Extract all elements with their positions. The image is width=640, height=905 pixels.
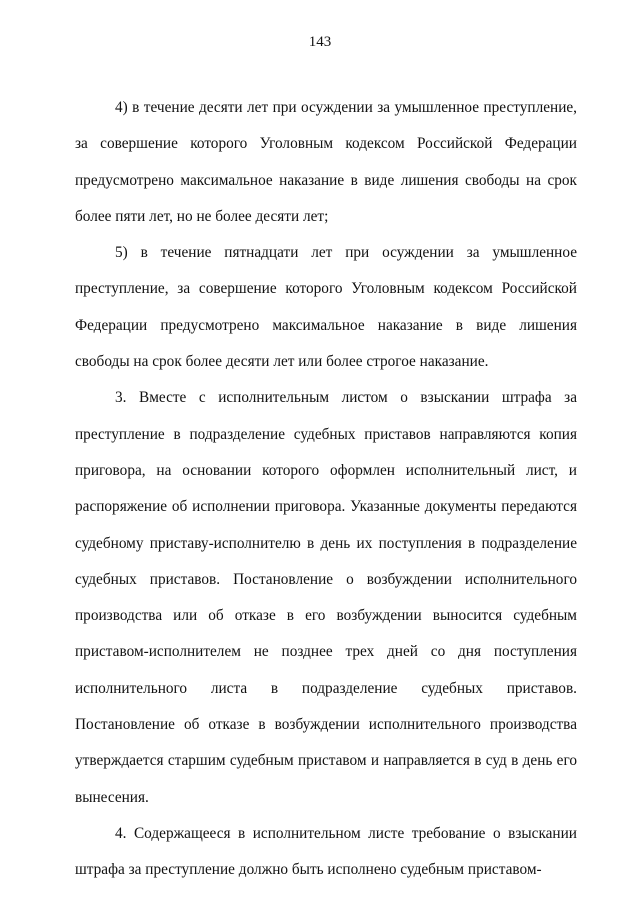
paragraph-part-4: 4. Содержащееся в исполнительном листе требование о взыскании штрафа за преступление должно быть исполнено судебным приставом- [75,824,577,879]
page-number: 143 [308,34,332,50]
paragraph-clause-4-term: 4) в течение десяти лет при осуждении за умышленное преступление, за совершение которого Уголовным кодексом Российской Федерации предусмотрено максимальное наказание в виде лишения свободы на срок более пяти лет, но не более десяти лет; [75,99,577,225]
paragraph-clause-5-term: 5) в течение пятнадцати лет при осуждении за умышленное преступление, за совершение которого Уголовным кодексом Российской Федерации предусмотрено максимальное наказание в виде лишения свободы на срок более десяти лет или более строгое наказание. [75,244,577,371]
body-text [75,90,577,889]
paragraph-part-3: 3. Вместе с исполнительным листом о взыскании штрафа за преступление в подразделение судебных приставов направляются копия приговора, на основании которого оформлен исполнительный лист, и распоряжение об исполнении приговора. Указанные документы передаются судебному приставу-исполнителю в день их поступления в подразделение судебных приставов. Постановление о возбуждении исполнительного производства или об отказе в его возбуждении выносится судебным приставом-исполнителем не позднее трех дней со дня поступления исполнительного листа в подразделение судебных приставов. Постановление об отказе в возбуждении исполнительного производства утверждается старшим судебным приставом и направляется в суд в день его вынесения. [75,389,577,806]
